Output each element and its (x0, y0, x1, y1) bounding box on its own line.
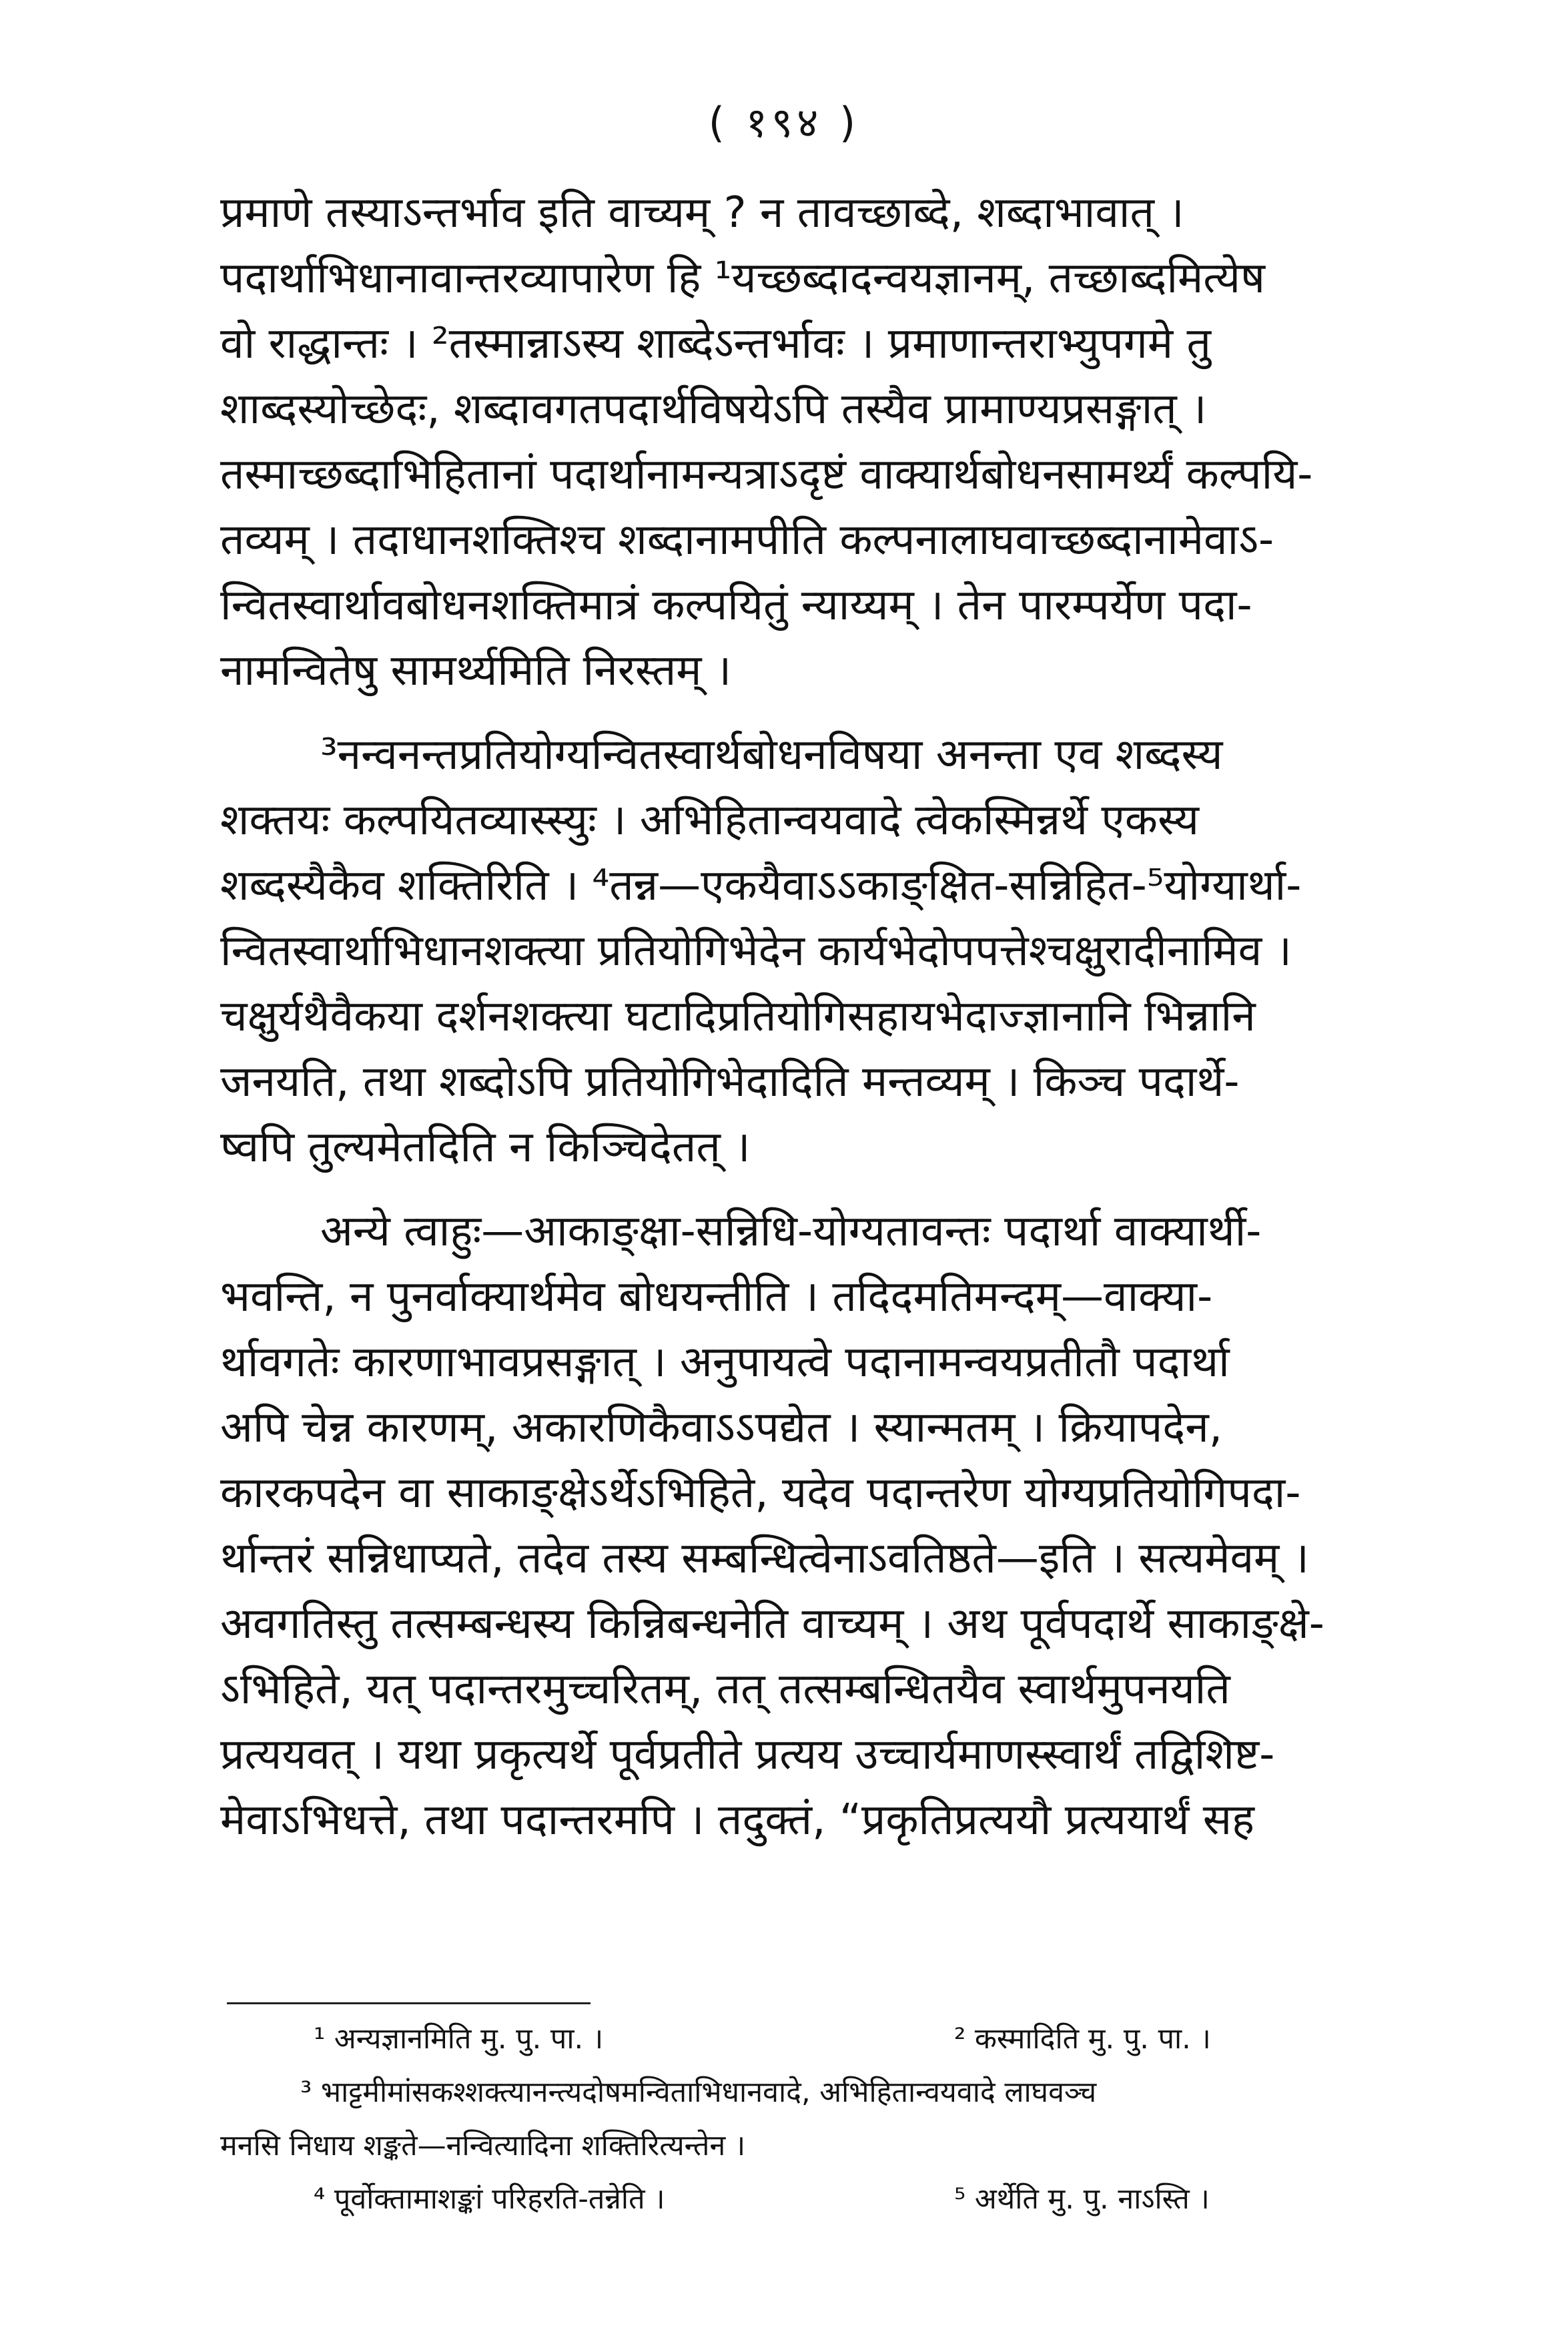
text-line: शक्तयः कल्पयितव्यास्स्युः । अभिहितान्वयवादे त्वेकस्मिन्नर्थे एकस्य (220, 796, 1199, 845)
text-line: तस्माच्छब्दाभिहितानां पदार्थानामन्यत्राऽदृष्टं वाक्यार्थबोधनसामर्थ्यं कल्पयि- (220, 450, 1313, 499)
text-line: र्थान्तरं सन्निधाप्यते, तदेव तस्य सम्बन्धित्वेनाऽवतिष्ठते—इति । सत्यमेवम् । (220, 1534, 1309, 1583)
text-line: ष्वपि तुल्यमेतदिति न किञ्चिदेतत् । (220, 1123, 751, 1172)
text-line: अवगतिस्तु तत्सम्बन्धस्य किन्निबन्धनेति वाच्यम् । अथ पूर्वपदार्थे साकाङ्क्षे- (220, 1599, 1324, 1649)
footnote-5: ⁵ अर्थेति मु. पु. नाऽस्ति । (954, 2182, 1210, 2216)
footnote-divider (227, 2002, 591, 2004)
text-line: जनयति, तथा शब्दोऽपि प्रतियोगिभेदादिति मन्तव्यम् । किञ्च पदार्थे- (220, 1057, 1240, 1107)
footnote-row (220, 2119, 1428, 2172)
footnote-3-continued: मनसि निधाय शङ्कते—नन्वित्यादिना शक्तिरित्यन्तेन । (220, 2129, 746, 2162)
footnotes (220, 2012, 1428, 2226)
footnote-2: ² कस्मादिति मु. पु. पा. । (954, 2022, 1211, 2056)
text-line: न्वितस्वार्थावबोधनशक्तिमात्रं कल्पयितुं न्याय्यम् । तेन पारम्पर्येण पदा- (220, 581, 1252, 630)
text-line: कारकपदेन वा साकाङ्क्षेऽर्थेऽभिहिते, यदेव पदान्तरेण योग्यप्रतियोगिपदा- (220, 1468, 1301, 1518)
footnote-1: ¹ अन्यज्ञानमिति मु. पु. पा. । (314, 2022, 604, 2056)
text-line: शाब्दस्योच्छेदः, शब्दावगतपदार्थविषयेऽपि तस्यैव प्रामाण्यप्रसङ्गात् । (220, 384, 1207, 434)
text-line: अन्ये त्वाहुः—आकाङ्क्षा-सन्निधि-योग्यतावन्तः पदार्था वाक्यार्थी- (320, 1207, 1262, 1256)
text-line: पदार्थाभिधानावान्तरव्यापारेण हि ¹यच्छब्दादन्वयज्ञानम्, तच्छाब्दमित्येष (220, 254, 1265, 303)
text-line: नामन्वितेषु सामर्थ्यमिति निरस्तम् । (220, 646, 732, 695)
footnote-row (220, 2066, 1428, 2119)
page-number: ( १९४ ) (708, 98, 860, 147)
text-line: मेवाऽभिधत्ते, तथा पदान्तरमपि । तदुक्तं, “प्रकृतिप्रत्ययौ प्रत्ययार्थं सह (220, 1795, 1255, 1845)
main-text (220, 180, 1428, 1853)
text-line: प्रत्ययवत् । यथा प्रकृत्यर्थे पूर्वप्रतीते प्रत्यय उच्चार्यमाणस्स्वार्थं तद्विशिष्ट- (220, 1730, 1275, 1779)
text-line: तव्यम् । तदाधानशक्तिश्च शब्दानामपीति कल्पनालाघवाच्छब्दानामेवाऽ- (220, 515, 1274, 565)
text-line: शब्दस्यैकैव शक्तिरिति । ⁴तन्न—एकयैवाऽऽकाङ्क्षित-सन्निहित-⁵योग्यार्था- (220, 861, 1302, 910)
text-line: भवन्ति, न पुनर्वाक्यार्थमेव बोधयन्तीति । तदिदमतिमन्दम्—वाक्या- (220, 1272, 1213, 1322)
paragraph-3 (220, 1199, 1428, 1853)
footnote-row (220, 2172, 1428, 2226)
text-line: अपि चेन्न कारणम्, अकारणिकैवाऽऽपद्येत । स्यान्मतम् । क्रियापदेन, (220, 1403, 1223, 1452)
footnote-row (220, 2012, 1428, 2066)
footnote-4: ⁴ पूर्वोक्तामाशङ्कां परिहरति-तन्नेति । (314, 2182, 665, 2216)
text-line: ऽभिहिते, यत् पदान्तरमुच्चरितम्, तत् तत्सम्बन्धितयैव स्वार्थमुपनयति (220, 1665, 1230, 1714)
text-line: र्थावगतेः कारणाभावप्रसङ्गात् । अनुपायत्वे पदानामन्वयप्रतीतौ पदार्था (220, 1338, 1230, 1387)
footnote-3: ³ भाट्टमीमांसकश्शक्त्यानन्त्यदोषमन्विताभिधानवादे, अभिहितान्वयवादे लाघवञ्च (300, 2076, 1097, 2109)
text-line: न्वितस्वार्थाभिधानशक्त्या प्रतियोगिभेदेन कार्यभेदोपपत्तेश्चक्षुरादीनामिव । (220, 926, 1292, 976)
text-line: वो राद्धान्तः । ²तस्मान्नाऽस्य शाब्देऽन्तर्भावः । प्रमाणान्तराभ्युपगमे तु (220, 319, 1211, 368)
text-line: चक्षुर्यथैवैकया दर्शनशक्त्या घटादिप्रतियोगिसहायभेदाज्ज्ञानानि भिन्नानि (220, 992, 1256, 1041)
text-line: ³नन्वनन्तप्रतियोग्यन्वितस्वार्थबोधनविषया अनन्ता एव शब्दस्य (320, 730, 1223, 780)
paragraph-1 (220, 180, 1428, 703)
text-line: प्रमाणे तस्याऽन्तर्भाव इति वाच्यम् ? न तावच्छाब्दे, शब्दाभावात् । (220, 188, 1184, 238)
paragraph-2 (220, 722, 1428, 1180)
